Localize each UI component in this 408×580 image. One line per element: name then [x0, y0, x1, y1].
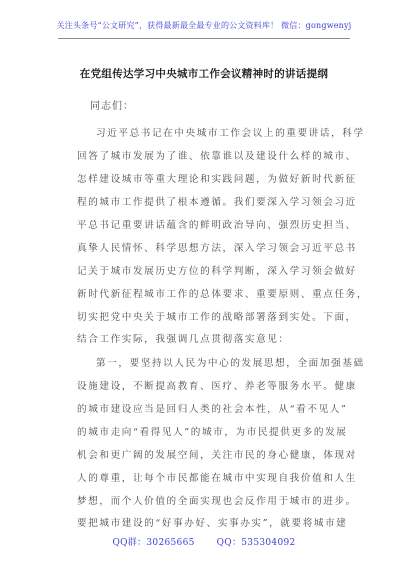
footer-qq-number: QQ：535304092 — [216, 538, 296, 548]
header-promo-text: 关注头条号“公文研究”，获得最新最全最专业的公文资料库！ 微信：gongwenyj — [56, 21, 352, 30]
body-line: 程的城市工作提供了根本遵循。我们要深入学习领会习近 — [77, 197, 357, 208]
body-line: 设施建设，不断提高教育、医疗、养老等服务水平。健康 — [77, 381, 357, 392]
body-line: 人的尊重，让每个市民都能在城市中实现自我价值和人生 — [77, 473, 357, 484]
body-line: 机会和更广阔的发展空间，关注市民的身心健康，体现对 — [77, 450, 357, 461]
body-line: 要把城市建设的“好事办好、实事办实”，就要将城市建 — [77, 518, 348, 529]
body-line: 平总书记重要讲话蕴含的鲜明政治导向、强烈历史担当、 — [77, 220, 357, 231]
body-line: 怎样建设城市等重大理论和实践问题，为做好新时代新征 — [77, 174, 357, 185]
salutation: 同志们： — [90, 101, 134, 112]
body-line: 切实把党中央关于城市工作的战略部署落到实处。下面， — [77, 312, 357, 323]
body-line: 的城市建设应当是回归人类的社会本性，从“看不见人” — [77, 404, 348, 415]
footer-qq-group: QQ群：30265665 — [112, 538, 195, 548]
body-line: 结合工作实际，我强调几点贯彻落实意见： — [77, 334, 290, 345]
header-divider — [58, 38, 350, 39]
body-line: 的城市走向“看得见人”的城市，为市民提供更多的发展 — [77, 427, 348, 438]
body-line: 新时代新征程城市工作的总体要求、重要原则、重点任务， — [77, 289, 369, 300]
document-title: 在党组传达学习中央城市工作会议精神时的讲话提纲 — [79, 68, 329, 80]
body-line: 记关于城市发展历史方位的科学判断，深入学习领会做好 — [77, 266, 357, 277]
body-line: 梦想，而个人价值的全面实现也会反作用于城市的进步。 — [77, 496, 357, 507]
footer-contact — [0, 535, 408, 548]
body-line: 第一，要坚持以人民为中心的发展思想，全面加强基础 — [96, 358, 365, 369]
body-line: 习近平总书记在中央城市工作会议上的重要讲话，科学 — [96, 128, 365, 139]
body-line: 回答了城市发展为了谁、依靠谁以及建设什么样的城市、 — [77, 151, 357, 162]
body-line: 真挚人民情怀、科学思想方法，深入学习领会习近平总书 — [77, 243, 357, 254]
